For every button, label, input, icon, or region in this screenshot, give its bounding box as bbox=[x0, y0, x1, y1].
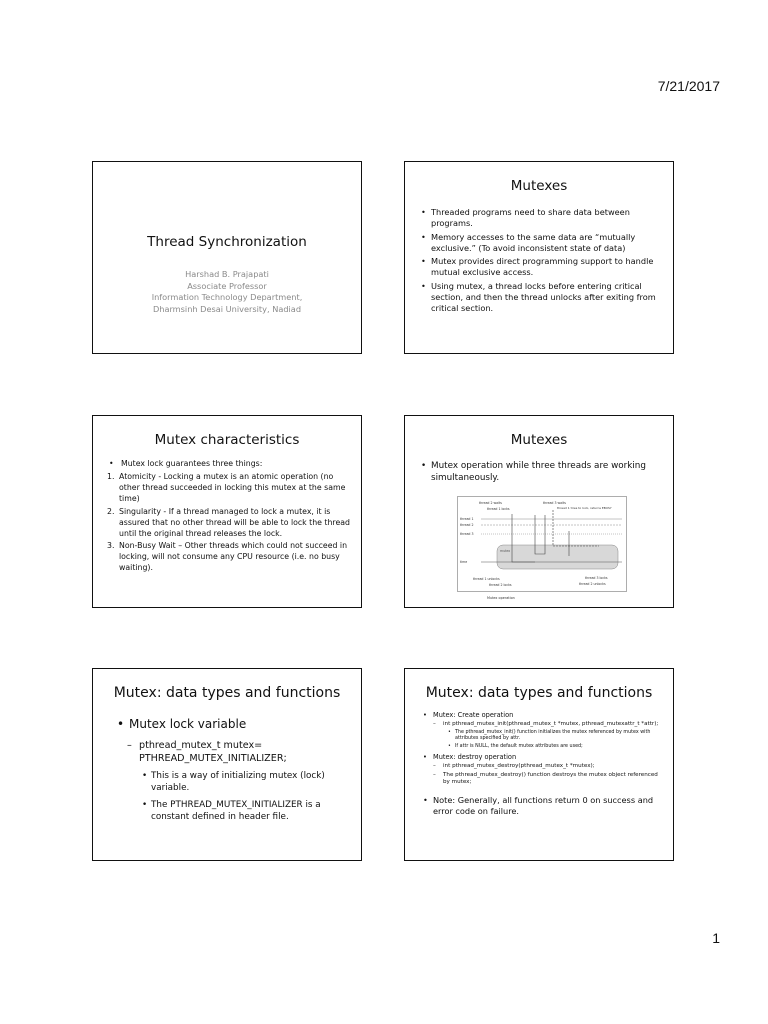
slide-title bbox=[92, 161, 362, 354]
slide-mutex-operation bbox=[404, 415, 674, 608]
page-number: 1 bbox=[712, 930, 720, 946]
slide-heading: Mutex: data types and functions bbox=[425, 685, 653, 701]
slide-mutex-data-types-1 bbox=[92, 668, 362, 861]
label-time: time bbox=[460, 560, 468, 564]
level3-bullet: • This is a way of initializing mutex (lock) variable. bbox=[151, 770, 347, 794]
label-t2-waits: thread 2 waits bbox=[479, 501, 502, 505]
figure-caption: Mutex operation bbox=[487, 596, 515, 600]
label-t1-locks: thread 1 locks bbox=[487, 507, 510, 511]
bullet-item: • Memory accesses to the same data are “mutually exclusive.” (To avoid inconsistent state of data) bbox=[431, 232, 661, 254]
slide-mutex-data-types-2 bbox=[404, 668, 674, 861]
create-note: • The pthread_mutex_init() function initializes the mutex referenced by mutex with attributes specified by attr. bbox=[423, 730, 663, 743]
create-operation-bullet: • Mutex: Create operation bbox=[423, 711, 663, 720]
mutex-operation-diagram bbox=[457, 496, 627, 602]
destroy-description: – The pthread_mutex_destroy() function destroys the mutex object referenced by mutex; bbox=[423, 772, 663, 787]
numbered-item bbox=[107, 540, 351, 573]
bullet-item: • Mutex provides direct programming support to handle mutual exclusive access. bbox=[431, 256, 661, 278]
print-date: 7/21/2017 bbox=[657, 78, 720, 94]
author-block bbox=[93, 269, 361, 315]
slide-mutexes bbox=[404, 161, 674, 354]
item-text: Non-Busy Wait – Other threads which could not succeed in locking, will not consume any CPU resource (i.e. no busy waiting). bbox=[119, 541, 348, 572]
bullet-list bbox=[431, 207, 661, 314]
slide-heading: Mutexes bbox=[510, 178, 568, 194]
label-mutex: mutex bbox=[500, 549, 511, 553]
item-text: Singularity - If a thread managed to lock a mutex, it is assured that no other thread will be able to lock the thread until the original thread releases the lock. bbox=[119, 506, 350, 538]
slide-body bbox=[107, 458, 351, 573]
label-t2-locks: thread 2 locks bbox=[489, 583, 512, 587]
bullet-item: • Threaded programs need to share data between programs. bbox=[431, 207, 661, 229]
level3-bullet: • The PTHREAD_MUTEX_INITIALIZER is a constant defined in header file. bbox=[151, 799, 347, 823]
label-t2-unlocks: thread 2 unlocks bbox=[579, 582, 606, 586]
author-position: Associate Professor bbox=[187, 280, 267, 291]
item-text: Atomicity - Locking a mutex is an atomic operation (no other thread succeeded in locking this mutex at the same time) bbox=[119, 472, 346, 503]
item-number: 3. bbox=[107, 541, 115, 550]
label-thread-2: thread 2 bbox=[460, 523, 474, 527]
slide-heading: Mutex: data types and functions bbox=[113, 685, 341, 701]
note-bullet: • Note: Generally, all functions return 0 on success and error code on failure. bbox=[423, 795, 663, 818]
destroy-operation-bullet: • Mutex: destroy operation bbox=[423, 753, 663, 762]
label-t1-tries: thread 1 tries to lock, returns EBUSY bbox=[557, 506, 612, 510]
author-name: Harshad B. Prajapati bbox=[185, 269, 269, 279]
author-university: Dharmsinh Desai University, Nadiad bbox=[152, 303, 302, 314]
slide-title-heading: Thread Synchronization bbox=[147, 234, 307, 250]
slide-heading: Mutexes bbox=[510, 432, 568, 448]
bullet-item: • Mutex operation while three threads are working simultaneously. bbox=[431, 460, 659, 484]
create-note: • If attr is NULL, the default mutex attributes are used; bbox=[423, 744, 663, 751]
label-t1-unlocks: thread 1 unlocks bbox=[473, 577, 500, 581]
slide-mutex-characteristics bbox=[92, 415, 362, 608]
slide-heading: Mutex characteristics bbox=[154, 432, 300, 448]
slide-body bbox=[423, 711, 663, 818]
intro-bullet: • Mutex lock guarantees three things: bbox=[107, 458, 351, 469]
label-t3-locks: thread 3 locks bbox=[585, 576, 608, 580]
create-signature: – int pthread_mutex_init(pthread_mutex_t *mutex, pthread_mutexattr_t *attr); bbox=[423, 721, 663, 729]
numbered-item bbox=[107, 506, 351, 539]
level1-bullet: • Mutex lock variable bbox=[117, 717, 361, 731]
author-department: Information Technology Department, bbox=[151, 292, 303, 302]
item-number: 2. bbox=[107, 506, 115, 516]
level2-bullet: – pthread_mutex_t mutex= PTHREAD_MUTEX_INITIALIZER; bbox=[131, 739, 351, 765]
label-thread-3: thread 3 bbox=[460, 532, 474, 536]
item-number: 1. bbox=[107, 472, 115, 481]
destroy-signature: – int pthread_mutex_destroy(pthread_mutex_t *mutex); bbox=[423, 763, 663, 771]
label-t3-waits: thread 3 waits bbox=[543, 501, 566, 505]
numbered-item bbox=[107, 471, 351, 504]
bullet-item: • Using mutex, a thread locks before entering critical section, and then the thread unlocks after exiting from critical section. bbox=[431, 281, 661, 314]
mutex-band bbox=[497, 545, 618, 569]
numbered-list bbox=[107, 471, 351, 573]
label-thread-1: thread 1 bbox=[460, 517, 474, 521]
